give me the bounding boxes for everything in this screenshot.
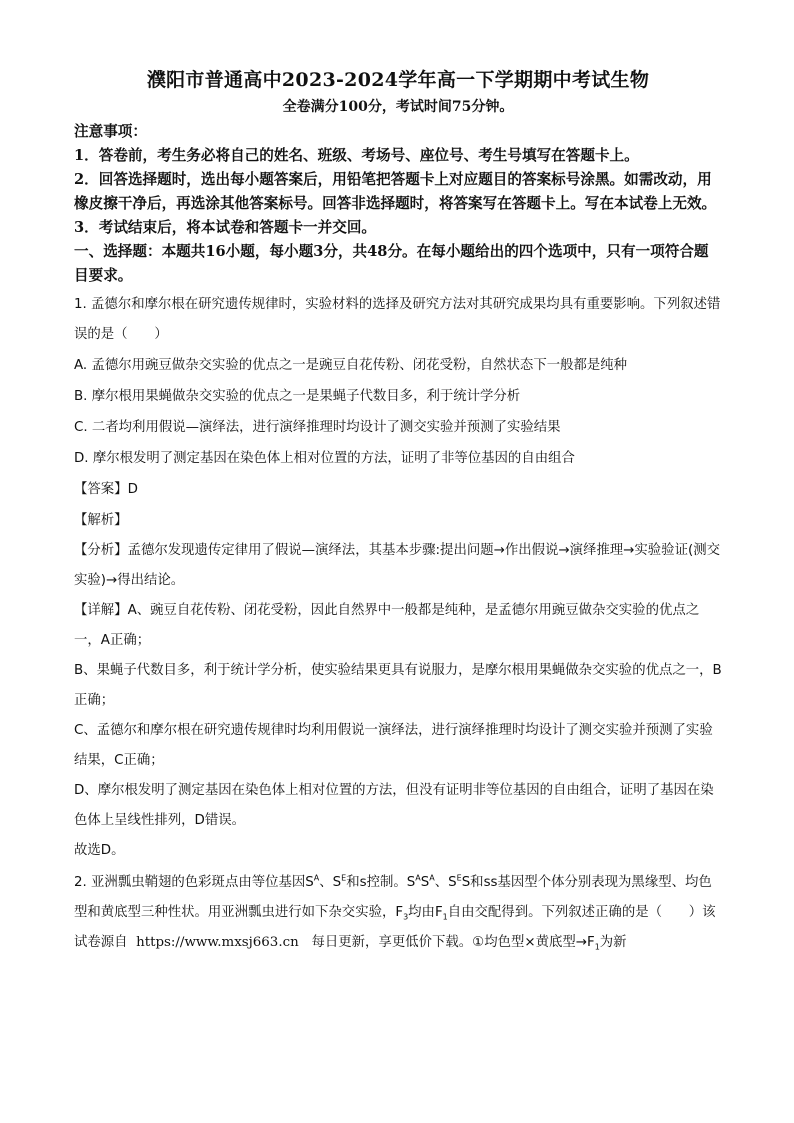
- exam-title: 濮阳市普通高中2023-2024学年高一下学期期中考试生物: [146, 69, 650, 91]
- q2-sup: A: [429, 873, 435, 883]
- xiangjie-tag: 【详解】: [74, 603, 128, 618]
- q2-sup: A: [415, 873, 421, 883]
- q2-text: 、S: [434, 875, 457, 890]
- document-page: [74, 66, 722, 958]
- q2-text: 2. 亚洲瓢虫鞘翅的色彩斑点由等位基因S: [74, 875, 314, 890]
- question-2-stem: [74, 868, 722, 958]
- q2-sup: E: [456, 873, 462, 883]
- q2-sup: A: [313, 873, 320, 883]
- q2-text: 每日更新，享更低价下载。①均色型×黄底型→F: [311, 935, 595, 950]
- notes-heading: 注意事项：: [74, 123, 147, 140]
- detail-d: D、摩尔根发明了测定基因在染色体上相对位置的方法，但没有证明非等位基因的自由组合，证明了基因在染色体上呈线性排列，D错误。: [74, 783, 714, 828]
- answer-value: D: [127, 482, 138, 497]
- q2-sub: 3: [403, 912, 409, 922]
- q2-sub: 1: [594, 942, 600, 952]
- answer-tag: 【答案】: [74, 482, 128, 497]
- conclusion: 故选D。: [74, 843, 125, 858]
- question-1-option-a: A. 孟德尔用豌豆做杂交实验的优点之一是豌豆自花传粉、闭花受粉，自然状态下一般都是纯种: [74, 358, 628, 373]
- question-1-option-d: D. 摩尔根发明了测定基因在染色体上相对位置的方法，证明了非等位基因的自由组合: [74, 451, 575, 466]
- fenxi-text: 孟德尔发现遗传定律用了假说—演绎法，其基本步骤:提出问题→作出假说→演绎推理→实验验证(测交实验)→得出结论。: [74, 543, 720, 588]
- note-item: 3．考试结束后，将本试卷和答题卡一并交回。: [74, 219, 377, 236]
- q2-text: 为新: [599, 935, 627, 950]
- source-link[interactable]: https://www.mxsj663.cn: [136, 935, 299, 950]
- detail-c: C、孟德尔和摩尔根在研究遗传规律时均利用假说一演绎法，进行演绎推理时均设计了测交实验并预测了实验结果，C正确；: [74, 723, 713, 768]
- detail-b: B、果蝇子代数目多，利于统计学分析，使实验结果更具有说服力，是摩尔根用果蝇做杂交实验的优点之一，B正确；: [74, 663, 722, 708]
- exam-subtitle: 全卷满分100分，考试时间75分钟。: [282, 99, 514, 115]
- q2-sup: E: [341, 873, 347, 883]
- question-1-stem: 1. 孟德尔和摩尔根在研究遗传规律时，实验材料的选择及研究方法对其研究成果均具有重要影响。下列叙述错误的是（ ）: [74, 297, 721, 342]
- q2-text: 自由交配得到。下列叙述正确的是（ ）该试卷源自: [74, 905, 716, 950]
- q2-text: S和ss基因型个体分别表现为黑缘型、均色型和黄底型三种性状。用亚洲瓢虫进行如下杂交实验，F: [74, 875, 712, 920]
- q2-text: 、S: [319, 875, 342, 890]
- answer-line: [74, 474, 722, 505]
- note-item: 2．回答选择题时，选出每小题答案后，用铅笔把答题卡上对应题目的答案标号涂黑。如需改动，用橡皮擦干净后，再选涂其他答案标号。回答非选择题时，将答案写在答题卡上。写在本试卷上无效。: [74, 171, 717, 212]
- fenxi-tag: 【分析】: [74, 543, 128, 558]
- question-1-option-b: B. 摩尔根用果蝇做杂交实验的优点之一是果蝇子代数目多，利于统计学分析: [74, 389, 521, 404]
- analysis-tag: 【解析】: [74, 513, 128, 528]
- q2-sub: 1: [442, 912, 448, 922]
- detail-a-text: A、豌豆自花传粉、闭花受粉，因此自然界中一般都是纯种，是孟德尔用豌豆做杂交实验的优点之一，A正确；: [74, 603, 700, 648]
- detail-a: [74, 596, 722, 656]
- section-heading: 一、选择题：本题共16小题，每小题3分，共48分。在每小题给出的四个选项中，只有一项符合题目要求。: [74, 243, 709, 284]
- q2-text: 均由F: [408, 905, 443, 920]
- analysis-summary: [74, 536, 722, 596]
- q2-text: S: [420, 875, 430, 890]
- q2-text: 和s控制。S: [346, 875, 416, 890]
- note-item: 1．答卷前，考生务必将自己的姓名、班级、考场号、座位号、考生号填写在答题卡上。: [74, 147, 639, 164]
- question-1-option-c: C. 二者均利用假说—演绎法，进行演绎推理时均设计了测交实验并预测了实验结果: [74, 420, 561, 435]
